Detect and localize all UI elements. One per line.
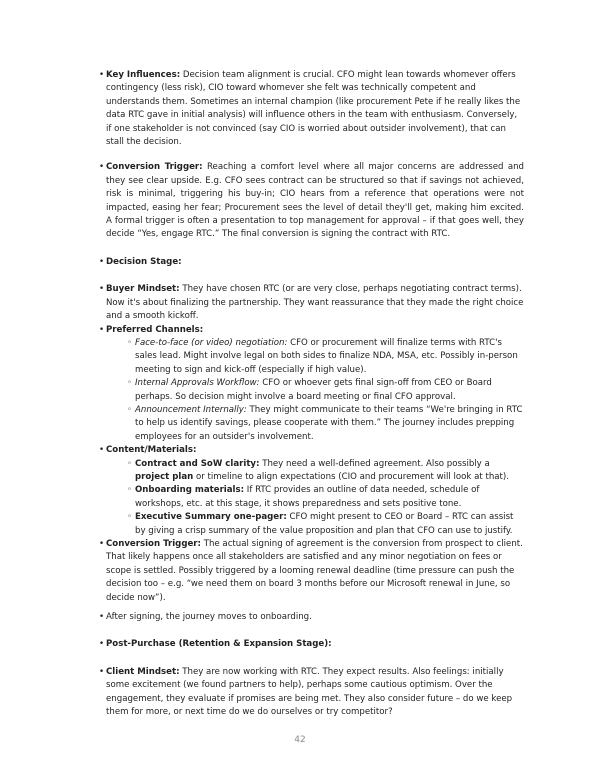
preferred-channels-list <box>99 337 524 444</box>
after-signing-paragraph <box>99 611 524 624</box>
key-influences-label: Key Influences: <box>106 70 181 80</box>
conversion-trigger-text: Reaching a comfort level where all major concerns are addressed and they see clear upside. E.g. CFO sees contract can be structured so that if savings not achieved, risk is minimal, triggering his buy-in; CIO hears from a reference that operations were not impacted, easing her fear; Procurement sees the level of detail they'll get, making him excited. A formal trigger is often a presentation to top management for approval – if that goes well, they decide “Yes, engage RTC.” The final conversion is signing the contract with RTC. <box>106 162 524 240</box>
material-label: Contract and SoW clarity: <box>135 458 260 469</box>
conversion-trigger-text: The actual signing of agreement is the conversion from prospect to client. That likely happens once all stakeholders are satisfied and any minor negotiation on fees or scope is settled. Possibly triggered by a looming renewal deadline (time pressure can push the decision too – e.g. “we need them on board 3 months before our Microsoft renewal in June, so decide now”). <box>106 539 523 603</box>
conversion-trigger-paragraph-2 <box>99 538 524 605</box>
material-text: or timeline to align expectations (CIO and procurement will look at that). <box>193 471 510 482</box>
channel-label: Announcement Internally: <box>135 404 247 415</box>
channel-label: Face-to-face (or video) negotiation: <box>135 337 288 348</box>
conversion-trigger-paragraph <box>99 161 524 241</box>
preferred-channels-label: Preferred Channels: <box>106 324 204 335</box>
channel-label: Internal Approvals Workflow: <box>135 378 260 389</box>
list-item <box>127 458 524 485</box>
page-content <box>99 69 524 719</box>
buyer-mindset-label: Buyer Mindset: <box>106 284 180 295</box>
list-item <box>127 337 524 377</box>
decision-stage-heading <box>99 256 524 269</box>
list-item <box>127 377 524 404</box>
buyer-mindset-paragraph <box>99 283 524 323</box>
client-mindset-text: They are now working with RTC. They expect results. Also feelings: initially some excitement (we found partners to help), perhaps some cautious optimism. Over the engagement, they evaluate if promises are being met. They also consider future – do we keep them for more, or next time do we do ourselves or try competitor? <box>106 666 513 718</box>
material-label: Executive Summary one-pager: <box>135 512 287 523</box>
page-number: 42 <box>294 735 306 745</box>
channel-text: CFO or procurement will finalize terms with RTC's sales lead. Might involve legal on both sides to finalize NDA, MSA, etc. Possibly in-person meeting to sign and kick-off (especially if high value). <box>135 337 518 375</box>
key-influences-paragraph <box>99 69 524 149</box>
conversion-trigger-label: Conversion Trigger: <box>106 162 203 173</box>
decision-stage-label: Decision Stage: <box>106 256 182 267</box>
post-purchase-label: Post-Purchase (Retention & Expansion Stage): <box>106 639 332 650</box>
conversion-trigger-label: Conversion Trigger: <box>106 539 201 549</box>
channel-text: CFO or whoever gets final sign-off from CEO or Board perhaps. So decision might involve a board meeting or final CFO approval. <box>135 378 492 402</box>
material-emphasis: project plan <box>135 471 194 482</box>
buyer-mindset-text: They have chosen RTC (or are very close, perhaps negotiating contract terms). Now it's about finalizing the partnership. They want reassurance that they made the right choice and a smooth kickoff. <box>106 284 524 322</box>
material-text: They need a well-defined agreement. Also possibly a <box>259 458 490 469</box>
key-influences-text: Decision team alignment is crucial. CFO might lean towards whomever offers contingency (less risk), CIO toward whomever she felt was technically competent and understands them. Sometimes an internal champion (like procurement Pete if he really likes the data RTC gave in initial analysis) will influence others in the team with enthusiasm. Conversely, if one stakeholder is not convinced (say CIO is worried about outsider involvement), that can stall the decision. <box>106 70 521 148</box>
material-label: Onboarding materials: <box>135 485 245 496</box>
client-mindset-paragraph <box>99 666 524 720</box>
content-materials-list <box>99 458 524 538</box>
channel-text: They might communicate to their teams “We're bringing in RTC to help us identify savings, please cooperate with them.” The journey includes prepping employees for an outsider's involvement. <box>135 404 523 442</box>
client-mindset-label: Client Mindset: <box>106 666 180 677</box>
list-item <box>127 484 524 511</box>
material-text: If RTC provides an outline of data needed, schedule of workshops, etc. at this stage, it shows preparedness and sets positive tone. <box>135 485 480 509</box>
content-materials-label: Content/Materials: <box>106 445 197 456</box>
preferred-channels-paragraph <box>99 324 524 337</box>
after-signing-text: After signing, the journey moves to onboarding. <box>106 612 312 623</box>
content-materials-paragraph <box>99 444 524 457</box>
list-item <box>127 404 524 444</box>
material-text: CFO might present to CEO or Board – RTC can assist by giving a crisp summary of the value proposition and plan that CFO can use to justify. <box>135 512 514 536</box>
list-item <box>127 511 524 538</box>
post-purchase-heading <box>99 638 524 651</box>
